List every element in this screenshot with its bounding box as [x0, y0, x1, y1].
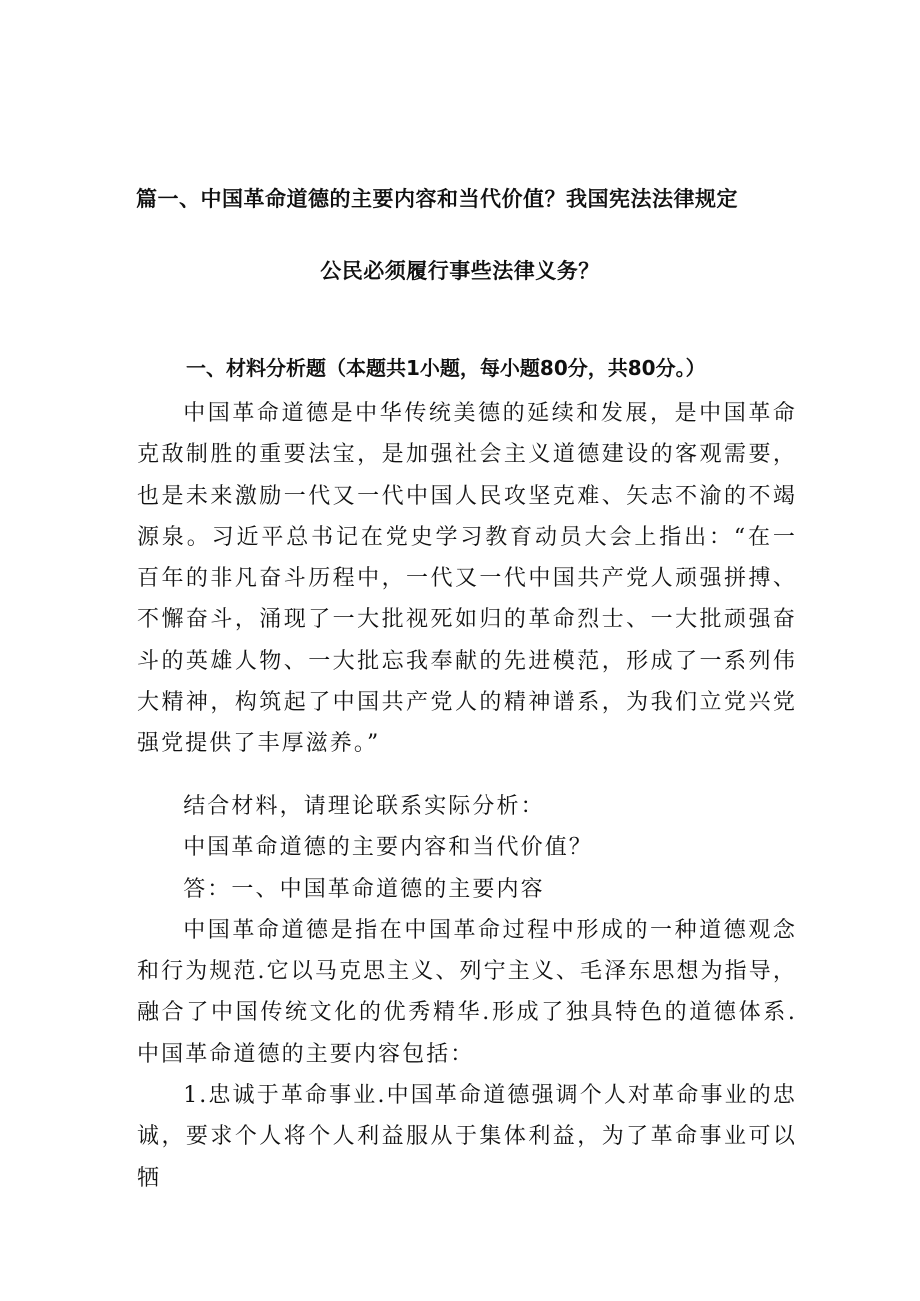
material-text-block	[137, 393, 797, 765]
document-title-line1: 篇一、中国革命道德的主要内容和当代价值？我国宪法法律规定	[136, 187, 738, 211]
material-paragraph: 中国革命道德是中华传统美德的延续和发展，是中国革命克敌制胜的重要法宝，是加强社会主义道德建设的客观需要，也是未来激励一代又一代中国人民攻坚克难、矢志不渝的不竭源泉。习近平总书记在党史学习教育动员大会上指出：“在一百年的非凡奋斗历程中，一代又一代中国共产党人顽强拼搏、不懈奋斗，涌现了一大批视死如归的革命烈士、一大批顽强奋斗的英雄人物、一大批忘我奉献的先进模范，形成了一系列伟大精神，构筑起了中国共产党人的精神谱系，为我们立党兴党强党提供了丰厚滋养。”	[137, 401, 797, 757]
question-answer-block	[137, 786, 797, 1199]
answer-heading: 答：一、中国革命道德的主要内容	[183, 876, 545, 902]
question-text: 中国革命道德的主要内容和当代价值？	[183, 835, 593, 861]
answer-paragraph: 中国革命道德是指在中国革命过程中形成的一种道德观念和行为规范.它以马克思主义、列宁主义、毛泽东思想为指导，融合了中国传统文化的优秀精华.形成了独具特色的道德体系.中国革命道德的主要内容包括：	[137, 917, 797, 1067]
section-heading: 一、材料分析题（本题共1小题，每小题80分，共80分。）	[186, 356, 706, 380]
answer-point-1: 1.忠诚于革命事业.中国革命道德强调个人对革命事业的忠诚，要求个人将个人利益服从于集体利益，为了革命事业可以牺	[137, 1083, 797, 1191]
document-title-line2: 公民必须履行事些法律义务？	[320, 259, 600, 283]
question-instruction: 结合材料，请理论联系实际分析：	[183, 794, 545, 819]
